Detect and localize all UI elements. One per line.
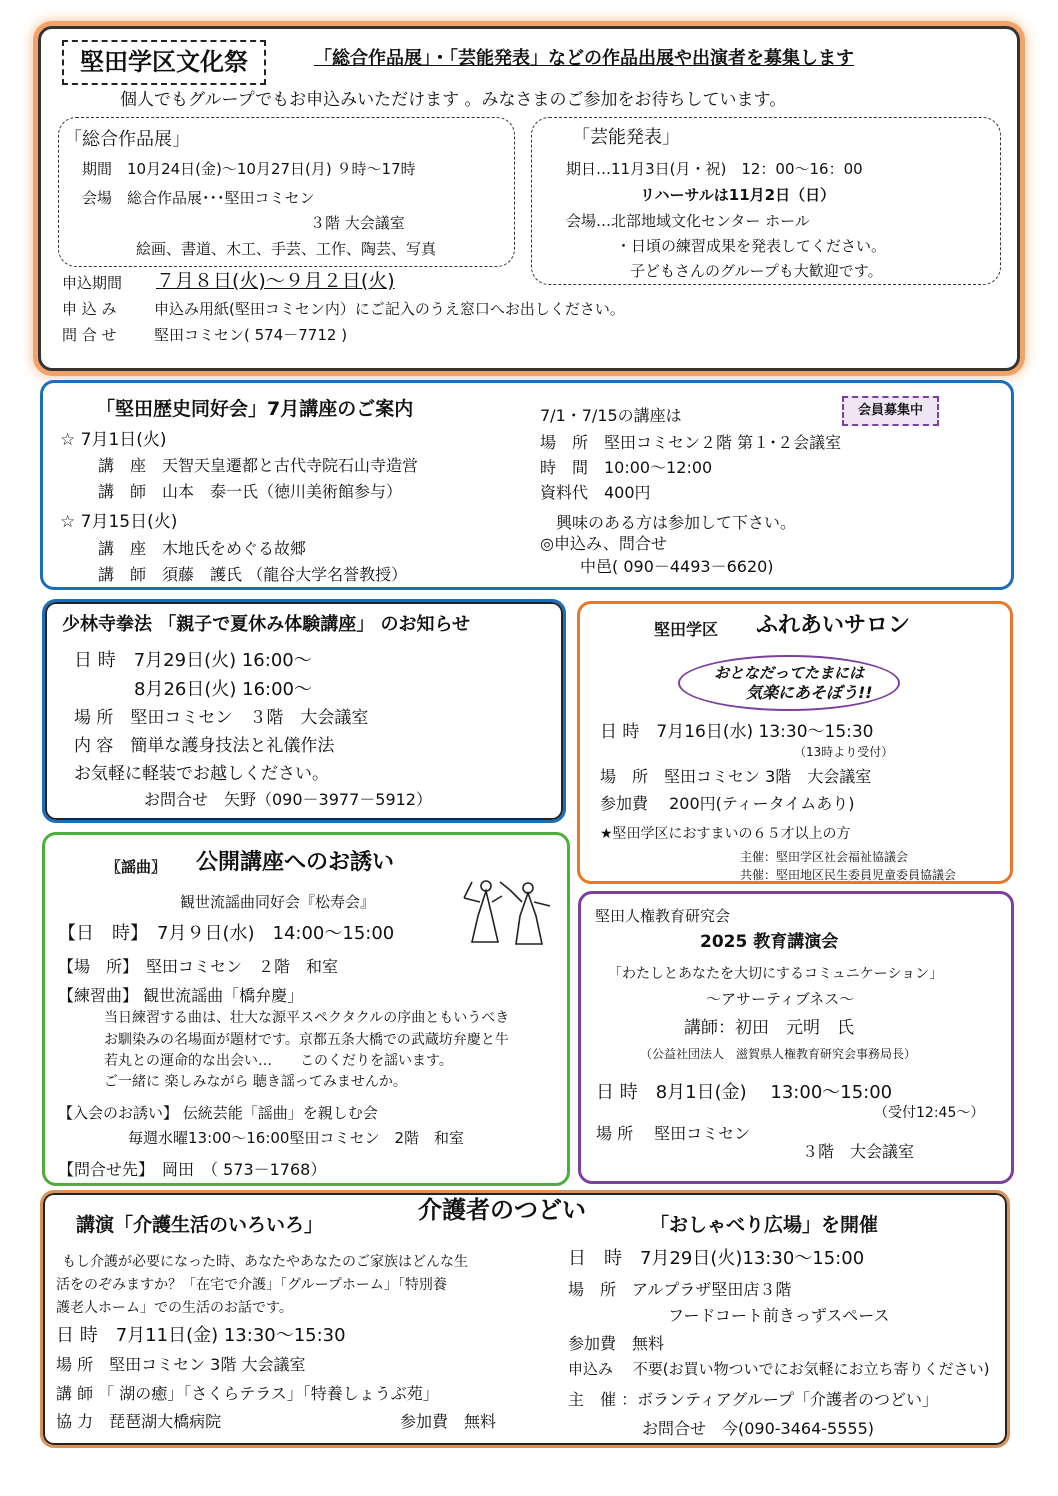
performance-venue: 会場…北部地域文化センター ホール [566,212,810,230]
oshaberi-place2: フードコート前きっずスペース [668,1306,890,1325]
history-s2-date: ☆ 7月15日(火) [60,512,178,532]
contact-value: 堅田コミセン( 574－7712 ) [154,326,348,344]
jinken-reception: （受付12:45～） [874,1105,985,1121]
history-info-invite: 興味のある方は参加して下さい。 [556,513,797,532]
utai-date: 【日 時】 7月９日(水) 14:00～15:00 [58,923,395,944]
care-body2: 活をのぞみますか？「在宅で介護」「グループホーム」「特別養 [56,1277,447,1293]
exhibit-period: 期間 10月24日(金)～10月27日(月) ９時～17時 [82,160,416,178]
history-info-time: 時 間 10:00～12:00 [540,458,713,477]
history-badge: 会員募集中 [842,396,939,426]
jinken-org: 堅田人権教育研究会 [595,907,731,925]
care-fee: 参加費 無料 [400,1412,497,1431]
utai-group: 観世流謡曲同好会『松寿会』 [180,893,376,911]
shorinji-title: 少林寺拳法 「親子で夏休み体験講座」 のお知らせ [62,614,470,635]
care-speakers: 講 師 「 湖の癒」「さくらテラス」「特養しょうぶ苑」 [56,1384,439,1403]
performance-rehearsal: リハーサルは11月2日（日） [640,186,836,204]
care-lecture-title: 講演「介護生活のいろいろ」 [76,1214,324,1236]
contact-label: 問 合 せ [62,326,117,344]
exhibit-heading: 「総合作品展」 [64,129,190,150]
oshaberi-contact: お問合せ 今(090-3464-5555) [642,1419,875,1438]
utai-join: 【入会のお誘い】 伝統芸能「謡曲」を親しむ会 [58,1104,378,1122]
oshaberi-date: 日 時 7月29日(火)13:30～15:00 [568,1248,865,1269]
history-info-head: 7/1・7/15の講座は [540,406,682,425]
exhibit-venue: 会場 総合作品展･･･堅田コミセン [82,189,315,207]
utai-contact: 【問合せ先】 岡田 （ 573－1768） [58,1160,327,1179]
salon-org1: 主催：堅田学区社会福祉協議会 [740,850,909,864]
jinken-place2: ３階 大会議室 [802,1142,915,1161]
utai-desc3: 若丸との運命的な出会い… このくだりを謡います。 [104,1053,453,1069]
utai-piece: 【練習曲】 観世流謡曲「橋弁慶」 [58,986,304,1005]
oshaberi-place1: 場 所 アルプラザ堅田店３階 [568,1280,792,1299]
history-s1-date: ☆ 7月1日(火) [60,430,167,450]
salon-title-prefix: 堅田学区 [654,620,719,639]
history-info-apply: ◎申込み、問合せ [540,534,667,553]
salon-bubble-line2: 気楽にあそぼう!! [746,683,873,702]
performance-note2: 子どもさんのグループも大歓迎です。 [630,262,883,280]
apply-how-label: 申 込 み [62,300,117,318]
jinken-theme2: ～アサーティブネス～ [706,990,855,1008]
oshaberi-fee: 参加費 無料 [568,1334,665,1353]
festival-intro: 個人でもグループでもお申込みいただけます 。みなさまのご参加をお待ちしています。 [120,90,787,110]
care-title: 介護者のつどい [418,1196,586,1224]
salon-target: ★堅田学区におすまいの６５才以上の方 [600,826,851,842]
festival-title: 堅田学区文化祭 [62,40,266,85]
jinken-speaker: 講師：初田 元明 氏 [684,1018,854,1038]
utai-tag: 〖謡曲〗 [106,858,167,876]
performance-heading: 「芸能発表」 [572,127,680,148]
salon-place: 場 所 堅田コミセン 3階 大会議室 [600,767,872,786]
shorinji-place: 場 所 堅田コミセン ３階 大会議室 [74,708,369,728]
history-s1-teacher: 講 師 山本 泰一氏（徳川美術館参与） [98,482,403,501]
oshaberi-apply: 申込み 不要(お買い物ついでにお気軽にお立ち寄りください) [568,1360,990,1378]
apply-period: ７月８日(火)～９月２日(火) [156,270,395,292]
salon-reception: （13時より受付） [794,745,894,759]
salon-title: ふれあいサロン [756,613,911,638]
utai-place: 【場 所】 堅田コミセン ２階 和室 [58,957,339,976]
jinken-date: 日 時 8月1日(金) 13:00～15:00 [596,1082,893,1103]
performance-date: 期日…11月3日(月・祝) 12：00～16：00 [566,160,863,178]
jinken-theme1: 「わたしとあなたを大切にするコミュニケーション」 [608,966,944,982]
care-body1: もし介護が必要になった時、あなたやあなたのご家族はどんな生 [62,1254,468,1270]
utai-schedule: 毎週水曜13:00～16:00堅田コミセン 2階 和室 [128,1129,465,1147]
history-info-place: 場 所 堅田コミセン２階 第１･２会議室 [540,433,842,452]
history-s2-lecture: 講 座 木地氏をめぐる故郷 [98,539,307,558]
care-place: 場 所 堅田コミセン 3階 大会議室 [56,1355,306,1374]
shorinji-date2: 8月26日(火) 16:00～ [134,679,312,700]
exhibit-venue-room: ３階 大会議室 [310,214,405,232]
salon-bubble-line1: おとなだってたまには [714,664,865,682]
performance-note1: ・日頃の練習成果を発表してください。 [616,237,887,255]
noh-dancers-illustration [458,876,558,948]
salon-date: 日 時 7月16日(水) 13:30～15:30 [600,722,874,742]
history-s1-lecture: 講 座 天智天皇遷都と古代寺院石山寺造営 [98,456,419,475]
apply-label: 申込期間 [62,274,123,292]
utai-desc2: お馴染みの名場面が題材です。京都五条大橋での武蔵坊弁慶と牛 [104,1032,509,1048]
jinken-place1: 場 所 堅田コミセン [596,1124,751,1143]
shorinji-date1: 日 時 7月29日(火) 16:00～ [74,650,312,671]
salon-org2: 共催：堅田地区民生委員児童委員協議会 [740,868,957,882]
jinken-title: 2025 教育講演会 [700,932,839,952]
apply-how: 申込み用紙(堅田コミセン内）にご記入のうえ窓口へお出しください。 [154,300,625,318]
shorinji-content: 内 容 簡単な護身技法と礼儀作法 [74,736,335,756]
jinken-affil: （公益社団法人 滋賀県人権教育研究会事務局長） [640,1047,917,1061]
salon-fee: 参加費 200円(ティータイムあり) [600,794,855,813]
utai-title: 公開講座へのお誘い [196,850,395,875]
utai-desc4: ご一緒に 楽しみながら 聴き謡ってみませんか。 [104,1074,407,1090]
exhibit-genres: 絵画、書道、木工、手芸、工作、陶芸、写真 [136,240,437,258]
shorinji-contact: お問合せ 矢野（090－3977－5912） [144,790,432,809]
care-coop: 協 力 琵琶湖大橋病院 [56,1412,222,1431]
shorinji-note: お気軽に軽装でお越しください。 [74,764,329,784]
care-body3: 護老人ホーム」での生活のお話です。 [56,1300,293,1316]
oshaberi-org: 主 催 ：ボランティアグループ「介護者のつどい」 [568,1390,939,1409]
history-info-contact: 中邑( 090－4493－6620) [580,557,774,576]
history-info-fee: 資料代 400円 [540,483,651,502]
festival-headline: 「総合作品展」・「芸能発表」などの作品出展や出演者を募集します [314,48,854,69]
oshaberi-title: 「おしゃべり広場」を開催 [650,1214,879,1236]
care-date: 日 時 7月11日(金) 13:30～15:30 [56,1325,346,1346]
utai-desc1: 当日練習する曲は、壮大な源平スペクタクルの序曲ともいうべき [104,1010,510,1026]
history-title: 「堅田歴史同好会」7月講座のご案内 [96,398,414,420]
history-s2-teacher: 講 師 須藤 護氏 （龍谷大学名誉教授） [98,565,408,584]
